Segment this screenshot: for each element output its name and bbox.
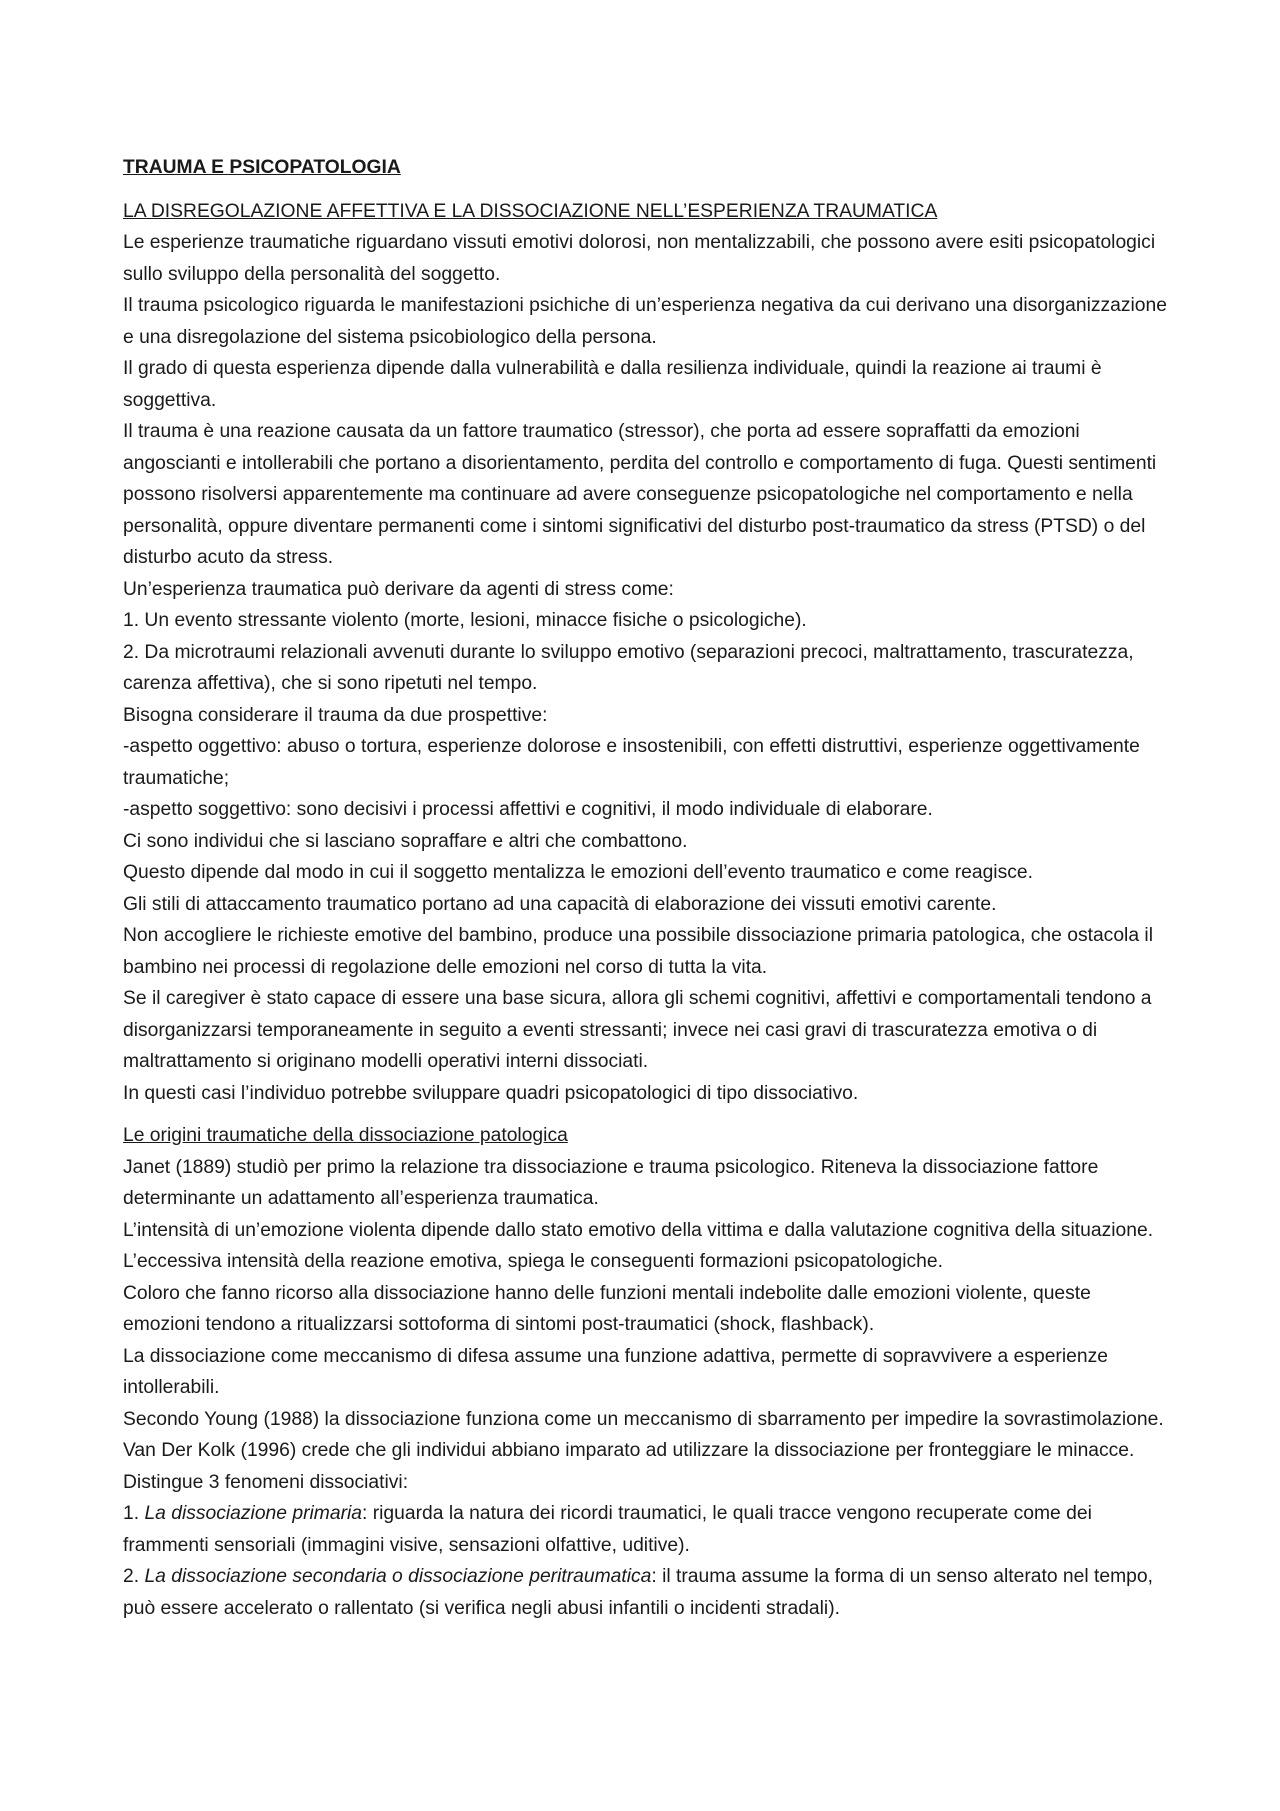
list-term: La dissociazione secondaria o dissociazione peritraumatica xyxy=(144,1566,652,1587)
paragraph: Janet (1889) studiò per primo la relazione tra dissociazione e trauma psicologico. Riteneva la dissociazione fattore determinante un adattamento all’esperienza traumatica. xyxy=(123,1156,1099,1209)
document-page xyxy=(123,152,1173,1624)
list-text: : riguarda la natura dei ricordi traumatici, le quali tracce vengono recuperate come dei frammenti sensoriali (immagini visive, sensazioni olfattive, uditive). xyxy=(123,1503,1092,1556)
list-item: -aspetto oggettivo: abuso o tortura, esperienze dolorose e insostenibili, con effetti distruttivi, esperienze oggettivamente traumatiche; xyxy=(123,736,1140,789)
paragraph: Secondo Young (1988) la dissociazione funziona come un meccanismo di sbarramento per impedire la sovrastimolazione. xyxy=(123,1408,1164,1430)
paragraph: Ci sono individui che si lasciano sopraffare e altri che combattono. xyxy=(123,830,688,852)
paragraph: La dissociazione come meccanismo di difesa assume una funzione adattiva, permette di sopravvivere a esperienze intollerabili. xyxy=(123,1345,1108,1398)
list-item xyxy=(123,1498,1173,1561)
list-item: 1. Un evento stressante violento (morte, lesioni, minacce fisiche o psicologiche). xyxy=(123,610,807,631)
paragraph: Il trauma è una reazione causata da un fattore traumatico (stressor), che porta ad essere sopraffatti da emozioni angoscianti e intollerabili che portano a disorientamento, perdita del controllo e comportamento di fuga. Questi sentimenti possono risolversi apparentemente ma continuare ad avere conseguenze psicopatologiche nel comportamento e nella personalità, oppure diventare permanenti come i sintomi significativi del disturbo post-traumatico da stress (PTSD) o del disturbo acuto da stress. xyxy=(123,421,1157,568)
paragraph: Coloro che fanno ricorso alla dissociazione hanno delle funzioni mentali indebolite dalle emozioni violente, queste emozioni tendono a ritualizzarsi sottoforma di sintomi post-traumatici (shock, flashback). xyxy=(123,1282,1091,1335)
list-item: 2. Da microtraumi relazionali avvenuti durante lo sviluppo emotivo (separazioni precoci, maltrattamento, trascuratezza, carenza affettiva), che si sono ripetuti nel tempo. xyxy=(123,641,1134,694)
paragraph: In questi casi l’individuo potrebbe sviluppare quadri psicopatologici di tipo dissociativo. xyxy=(123,1082,859,1104)
list-term: La dissociazione primaria xyxy=(144,1503,362,1524)
paragraph: Questo dipende dal modo in cui il soggetto mentalizza le emozioni dell’evento traumatico e come reagisce. xyxy=(123,862,1033,883)
list-item xyxy=(123,1561,1173,1624)
paragraph: Il grado di questa esperienza dipende dalla vulnerabilità e dalla resilienza individuale, quindi la reazione ai traumi è soggettiva. xyxy=(123,358,1102,411)
paragraph: L’intensità di un’emozione violenta dipende dallo stato emotivo della vittima e dalla valutazione cognitiva della situazione. L’eccessiva intensità della reazione emotiva, spiega le conseguenti formazioni psicopatologiche. xyxy=(123,1219,1154,1272)
list-number: 2. xyxy=(123,1566,145,1587)
list-number: 1. xyxy=(123,1503,145,1524)
page-title: TRAUMA E PSICOPATOLOGIA xyxy=(123,157,401,178)
list-item: -aspetto soggettivo: sono decisivi i processi affettivi e cognitivi, il modo individuale di elaborare. xyxy=(123,799,933,820)
paragraph: Gli stili di attaccamento traumatico portano ad una capacità di elaborazione dei vissuti emotivi carente. xyxy=(123,893,997,915)
paragraph: Un’esperienza traumatica può derivare da agenti di stress come: xyxy=(123,578,674,600)
paragraph: Se il caregiver è stato capace di essere una base sicura, allora gli schemi cognitivi, affettivi e comportamentali tendono a disorganizzarsi temporaneamente in seguito a eventi stressanti; invece nei casi gravi di trascuratezza emotiva o di maltrattamento si originano modelli operativi interni dissociati. xyxy=(123,988,1152,1072)
paragraph: Il trauma psicologico riguarda le manifestazioni psichiche di un’esperienza negativa da cui derivano una disorganizzazione e una disregolazione del sistema psicobiologico della persona. xyxy=(123,295,1167,348)
paragraph: Bisogna considerare il trauma da due prospettive: xyxy=(123,704,548,726)
list-text: : il trauma assume la forma di un senso alterato nel tempo, può essere accelerato o rallentato (si verifica negli abusi infantili o incidenti stradali). xyxy=(123,1566,1153,1619)
section-heading: LA DISREGOLAZIONE AFFETTIVA E LA DISSOCIAZIONE NELL’ESPERIENZA TRAUMATICA xyxy=(123,200,938,222)
section-heading: Le origini traumatiche della dissociazione patologica xyxy=(123,1125,568,1146)
section-affective-dysregulation xyxy=(123,196,1173,1110)
section-traumatic-origins xyxy=(123,1120,1173,1624)
paragraph: Le esperienze traumatiche riguardano vissuti emotivi dolorosi, non mentalizzabili, che possono avere esiti psicopatologici sullo sviluppo della personalità del soggetto. xyxy=(123,232,1156,285)
paragraph: Non accogliere le richieste emotive del bambino, produce una possibile dissociazione primaria patologica, che ostacola il bambino nei processi di regolazione delle emozioni nel corso di tutta la vita. xyxy=(123,925,1153,978)
paragraph: Van Der Kolk (1996) crede che gli individui abbiano imparato ad utilizzare la dissociazione per fronteggiare le minacce. Distingue 3 fenomeni dissociativi: xyxy=(123,1440,1135,1493)
